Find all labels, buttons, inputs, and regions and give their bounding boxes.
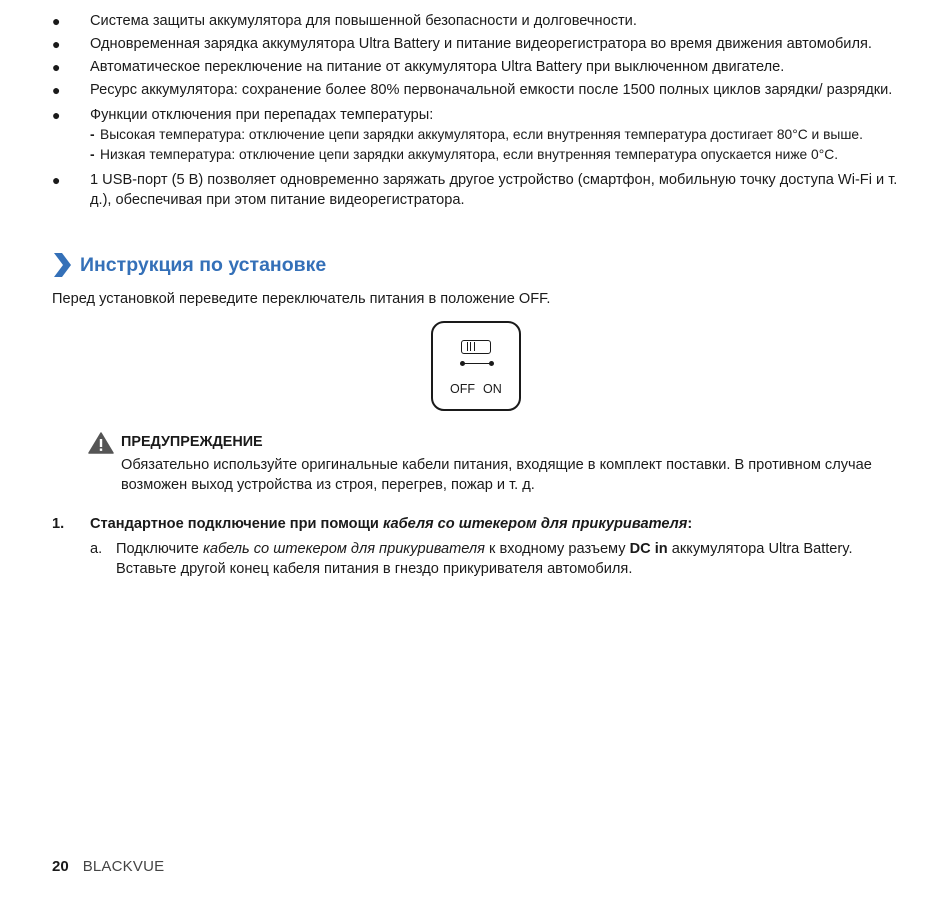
- substep-bold: DC in: [629, 541, 668, 557]
- feature-text: Автоматическое переключение на питание от аккумулятора Ultra Battery при выключенном двигателе.: [90, 59, 785, 75]
- bullet-dot: ●: [52, 82, 61, 98]
- off-label: OFF: [450, 382, 475, 396]
- sub-item-low-temp: [90, 145, 912, 165]
- step-title-italic: кабеля со штекером для прикуривателя: [382, 516, 688, 532]
- feature-item: [52, 11, 912, 31]
- feature-item: [52, 105, 912, 165]
- page-number: 20: [52, 858, 69, 875]
- substep-letter: a.: [90, 541, 103, 557]
- step-title-suffix: :: [687, 516, 693, 532]
- chevron-right-icon: [52, 253, 72, 277]
- feature-item: [52, 34, 912, 54]
- page-footer: [52, 858, 164, 875]
- switch-knob: [464, 342, 475, 351]
- step-title: [90, 516, 692, 532]
- sub-item-text: Высокая температура: отключение цепи зарядки аккумулятора, если внутренняя температура достигает 80°С и выше.: [100, 127, 863, 142]
- sub-item-high-temp: [90, 125, 912, 145]
- substep-italic: кабель со штекером для прикуривателя: [202, 541, 485, 557]
- feature-item: [52, 80, 912, 100]
- brand-name: BLACKVUE: [82, 858, 165, 875]
- bullet-dot: ●: [52, 36, 61, 52]
- feature-text: Система защиты аккумулятора для повышенной безопасности и долговечности.: [90, 13, 637, 29]
- slide-switch-icon: [461, 340, 491, 354]
- sub-item-text: Низкая температура: отключение цепи зарядки аккумулятора, если внутренняя температура опускается ниже 0°С.: [100, 147, 839, 162]
- power-switch-diagram: [431, 321, 521, 411]
- feature-item: [52, 57, 912, 77]
- feature-text: Ресурс аккумулятора: сохранение более 80% первоначальной емкости после 1500 полных циклов зарядки/ разрядки.: [90, 82, 893, 98]
- install-intro-text: Перед установкой переведите переключатель питания в положение OFF.: [52, 291, 551, 307]
- dash-marker: -: [90, 147, 95, 162]
- warning-title: ПРЕДУПРЕЖДЕНИЕ: [121, 434, 263, 450]
- bullet-dot: ●: [52, 107, 61, 123]
- substep-part3: аккумулятора Ultra Battery. Вставьте другой конец кабеля питания в гнездо прикуривателя автомобиля.: [116, 541, 853, 577]
- switch-rail: [462, 363, 492, 364]
- feature-list: [52, 11, 912, 213]
- feature-item: [52, 170, 912, 210]
- warning-text: Обязательно используйте оригинальные кабели питания, входящие в комплект поставки. В противном случае возможен выход устройства из строя, перегрев, пожар и т. д.: [121, 457, 872, 493]
- dash-marker: -: [90, 127, 95, 142]
- step-number: 1.: [52, 516, 65, 532]
- bullet-dot: ●: [52, 59, 61, 75]
- substep-text: [116, 539, 916, 579]
- feature-text: 1 USB-порт (5 В) позволяет одновременно заряжать другое устройство (смартфон, мобильную точку доступа Wi-Fi и т. д.), обеспечивая при этом питание видеорегистратора.: [90, 172, 898, 208]
- substep-part2: к входному разъему: [484, 541, 630, 557]
- bullet-dot: ●: [52, 172, 61, 188]
- section-heading: [52, 252, 326, 278]
- feature-text: Одновременная зарядка аккумулятора Ultra Battery и питание видеорегистратора во время движения автомобиля.: [90, 36, 872, 52]
- bullet-dot: ●: [52, 13, 61, 29]
- on-label: ON: [483, 382, 502, 396]
- substep-part1: Подключите: [116, 541, 203, 557]
- warning-triangle-icon: [88, 432, 114, 454]
- section-title: Инструкция по установке: [80, 253, 327, 276]
- feature-text: Функции отключения при перепадах температуры:: [90, 107, 434, 123]
- step-title-prefix: Стандартное подключение при помощи: [90, 516, 383, 532]
